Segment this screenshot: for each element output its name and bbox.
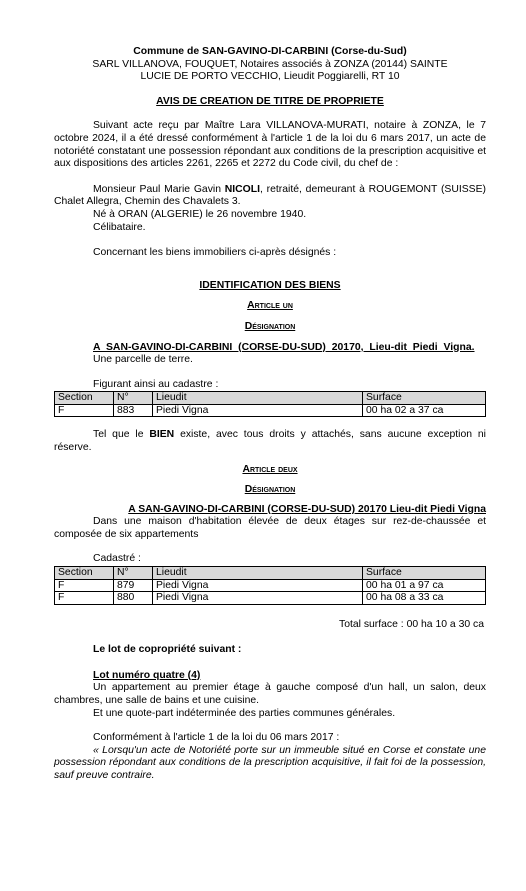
lot-intro: Le lot de copropriété suivant : (93, 644, 242, 656)
article2-description: Dans une maison d'habitation élevée de deux étages sur rez-de-chaussée et composée de six appartements (54, 516, 486, 540)
cell-section: F (55, 404, 114, 417)
cell-section: F (55, 579, 114, 592)
lot-quote-part: Et une quote-part indéterminée des parties communes générales. (93, 707, 396, 719)
closing-pre: Tel que le (93, 429, 150, 441)
col-lieudit-header: Lieudit (153, 567, 363, 580)
person-birth: Né à ORAN (ALGERIE) le 26 novembre 1940. (93, 208, 307, 220)
cell-surface: 00 ha 08 a 33 ca (363, 592, 486, 605)
identification-heading: IDENTIFICATION DES BIENS (199, 279, 341, 291)
cell-surface: 00 ha 02 a 37 ca (363, 404, 486, 417)
cell-lieudit: Piedi Vigna (153, 592, 363, 605)
concernant-text: Concernant les biens immobiliers ci-après désignés : (93, 247, 337, 259)
col-section-header: Section (55, 567, 114, 580)
article2-location: A SAN-GAVINO-DI-CARBINI (CORSE-DU-SUD) 20170 Lieu-dit Piedi Vigna (128, 503, 486, 515)
person-surname: NICOLI (224, 183, 260, 195)
header-commune: Commune de SAN-GAVINO-DI-CARBINI (Corse-du-Sud) (133, 46, 407, 57)
cell-section: F (55, 592, 114, 605)
article2-cadastre-label: Cadastré : (93, 553, 141, 565)
article2-designation: Désignation (244, 484, 296, 496)
person-status: Célibataire. (93, 221, 146, 233)
article1-designation: Désignation (244, 320, 296, 332)
person-paragraph (54, 184, 486, 209)
col-number-header: N° (114, 392, 153, 405)
cell-number: 879 (114, 579, 153, 592)
table-row (55, 404, 486, 417)
person-prefix: Monsieur Paul Marie Gavin (93, 183, 225, 195)
article1-cadastre-label: Figurant ainsi au cadastre : (93, 378, 219, 390)
article1-description: Une parcelle de terre. (93, 354, 193, 366)
header-notaires-line1: SARL VILLANOVA, FOUQUET, Notaires associés à ZONZA (20144) SAINTE (92, 58, 448, 70)
person-suffix: , retraité, demeurant à ROUGEMONT (SUISSE) Chalet Allegra, Chemin des Chavalets 3. (54, 183, 486, 208)
table-row (55, 592, 486, 605)
cell-lieudit: Piedi Vigna (153, 404, 363, 417)
col-number-header: N° (114, 567, 153, 580)
closing-bien: BIEN (149, 429, 175, 441)
notice-title: AVIS DE CREATION DE TITRE DE PROPRIETE (156, 95, 384, 107)
col-lieudit-header: Lieudit (153, 392, 363, 405)
article2-heading: Article deux (242, 464, 298, 476)
article1-location: A SAN-GAVINO-DI-CARBINI (CORSE-DU-SUD) 20170, Lieu-dit Piedi Vigna. (93, 341, 475, 353)
cell-surface: 00 ha 01 a 97 ca (363, 579, 486, 592)
intro-paragraph: Suivant acte reçu par Maître Lara VILLANOVA-MURATI, notaire à ZONZA, le 7 octobre 2024, il a été dressé conformément à l'article 1 de la loi du 6 mars 2017, un acte de notoriété constatant une possession répondant aux conditions de la prescription acquisitive et aux dispositions des articles 2261, 2265 et 2272 du Code civil, du chef de : (54, 120, 486, 170)
total-surface: Total surface : 00 ha 10 a 30 ca (339, 618, 484, 630)
table-header-row (55, 567, 486, 580)
lot-description: Un appartement au premier étage à gauche composé d'un hall, un salon, deux chambres, une salle de bains et une cuisine. (54, 682, 486, 706)
cell-lieudit: Piedi Vigna (153, 579, 363, 592)
table-row (55, 579, 486, 592)
conformement-text: Conformément à l'article 1 de la loi du 06 mars 2017 : (93, 732, 340, 744)
header-notaires-line2: LUCIE DE PORTO VECCHIO, Lieudit Poggiarelli, RT 10 (140, 71, 400, 83)
cell-number: 883 (114, 404, 153, 417)
article1-closing (54, 429, 486, 454)
closing-post: existe, avec tous droits y attachés, sans aucune exception ni réserve. (54, 429, 486, 453)
col-surface-header: Surface (363, 392, 486, 405)
col-section-header: Section (55, 392, 114, 405)
article2-cadastre-table (54, 566, 486, 605)
legal-quote: « Lorsqu'un acte de Notoriété porte sur un immeuble situé en Corse et constate une possession répondant aux conditions de la prescription acquisitive, il fait foi de la possession, sauf preuve contraire. (54, 744, 486, 781)
notice-document (54, 44, 486, 782)
col-surface-header: Surface (363, 567, 486, 580)
table-header-row (55, 392, 486, 405)
article1-cadastre-table (54, 391, 486, 417)
article1-heading: Article un (247, 300, 293, 312)
cell-number: 880 (114, 592, 153, 605)
lot-title: Lot numéro quatre (4) (93, 669, 201, 681)
